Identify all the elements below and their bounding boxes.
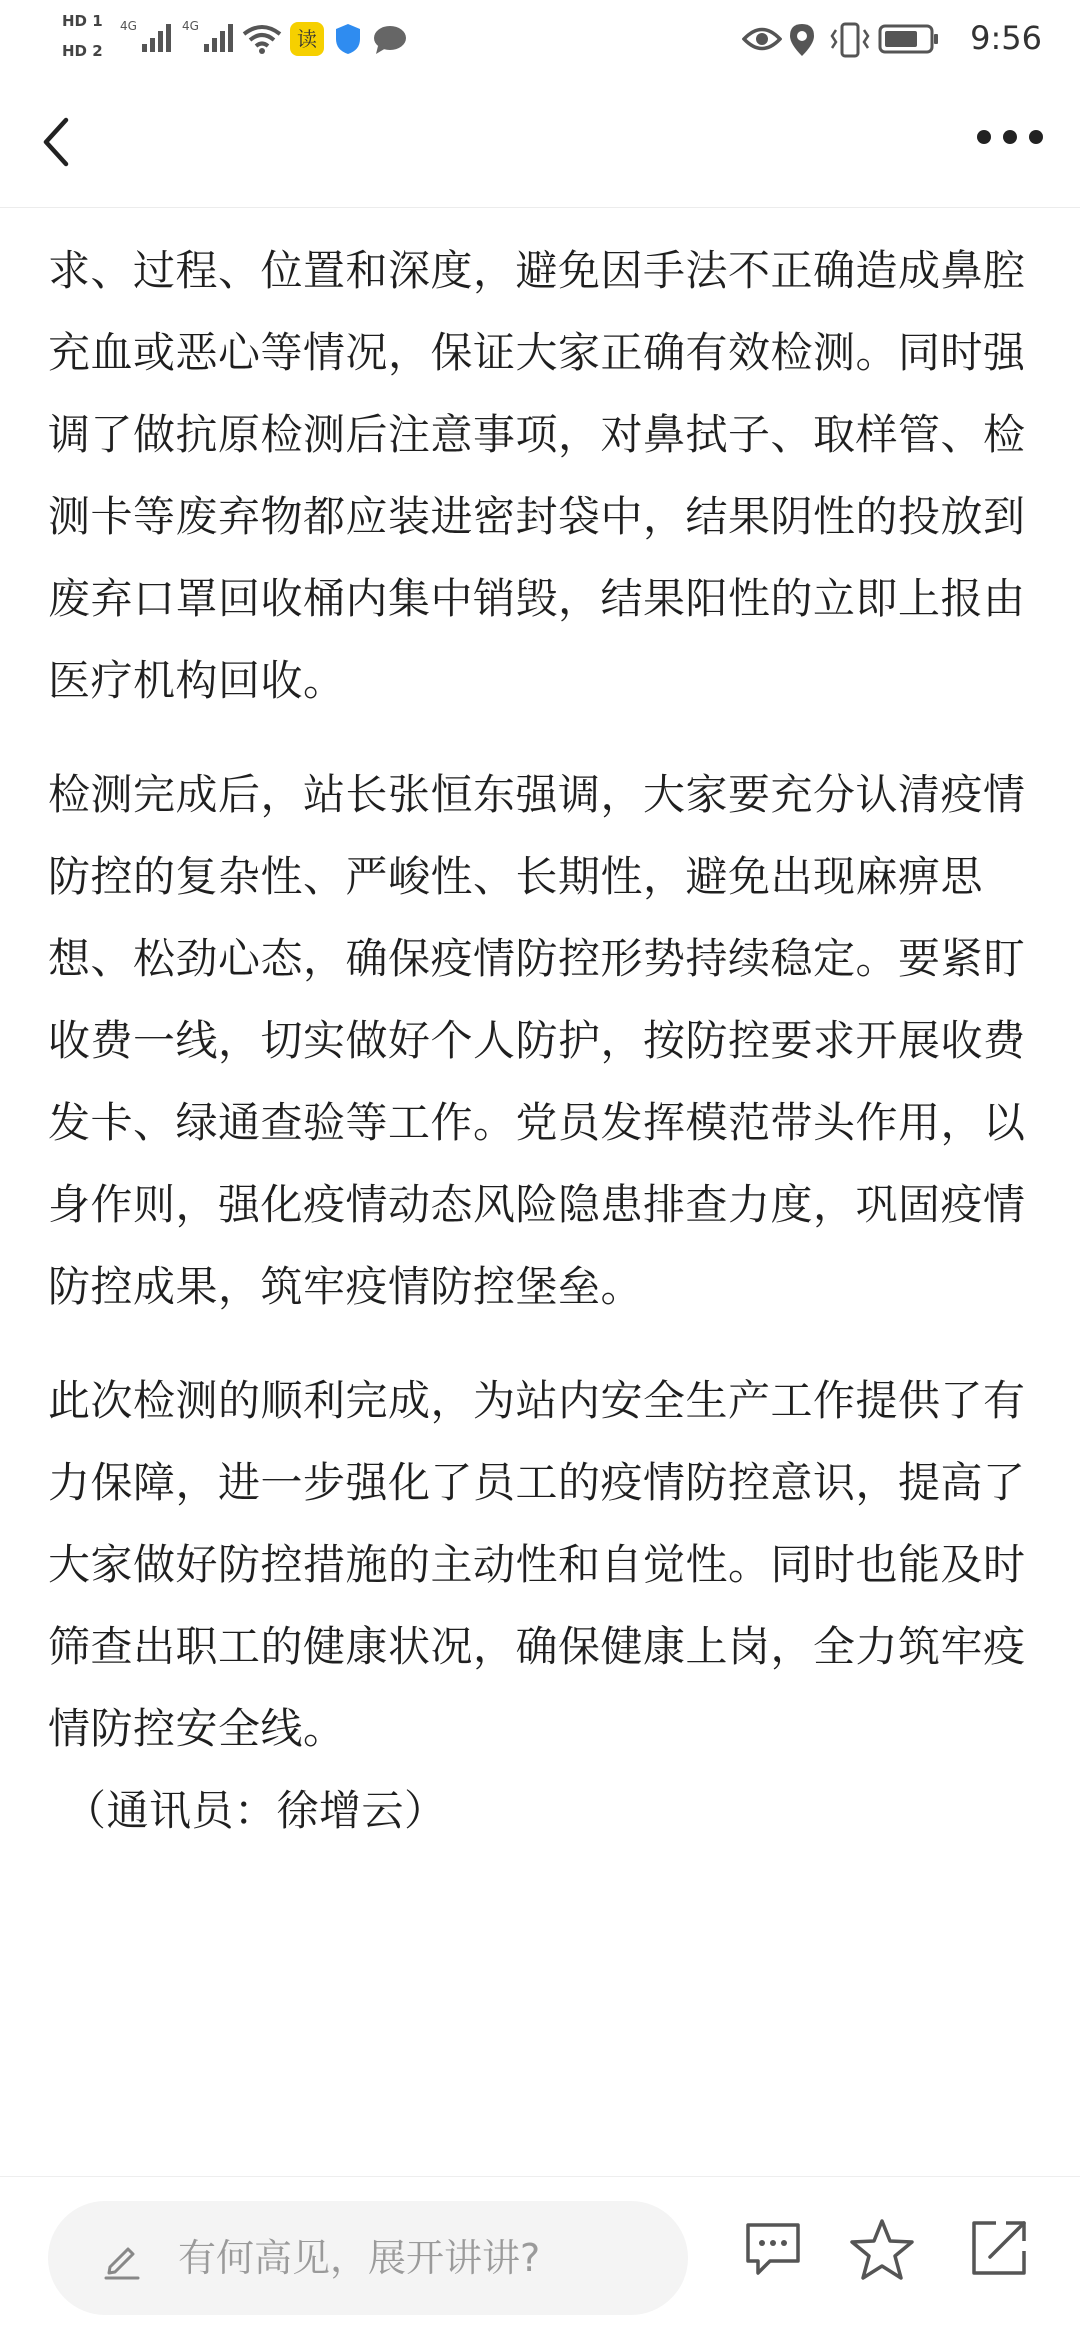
back-button[interactable] [28,102,88,182]
chevron-left-icon [28,102,88,182]
vibrate-icon [830,22,870,58]
bottom-action-bar [0,2176,1080,2340]
share-icon[interactable] [968,2217,1030,2279]
comment-input[interactable] [48,2201,688,2315]
article-paragraph-3 [48,1360,1038,1852]
comment-placeholder: 有何高见，展开讲讲? [178,2236,541,2280]
more-button[interactable] [970,112,1050,162]
article-paragraph-3-text: 此次检测的顺利完成，为站内安全生产工作提供了有力保障，进一步强化了员工的疫情防控意识，提高了大家做好防控措施的主动性和自觉性。同时也能及时筛查出职工的健康状况，确保健康上岗，全力筑牢疫情防控安全线。 [48,1376,1026,1753]
sim2-label: HD 2 [62,42,103,60]
shield-icon [334,22,362,56]
article-paragraph-2: 检测完成后，站长张恒东强调，大家要充分认清疫情防控的复杂性、严峻性、长期性，避免出现麻痹思想、松劲心态，确保疫情防控形势持续稳定。要紧盯收费一线，切实做好个人防护，按防控要求开展收费发卡、绿通查验等工作。党员发挥模范带头作用，以身作则，强化疫情动态风险隐患排查力度，巩固疫情防控成果，筑牢疫情防控堡垒。 [48,770,1026,1311]
status-bar [0,0,1080,72]
author-credit: （通讯员：徐增云） [64,1786,447,1835]
location-icon [788,22,816,58]
more-dots-icon [970,112,1050,162]
eye-icon [742,26,782,52]
network1-label: 4G [120,19,137,33]
network2-label: 4G [182,19,199,33]
pencil-icon [100,2237,144,2281]
wifi-icon [242,24,282,54]
nav-bar [0,72,1080,208]
signal-icon [120,18,178,54]
article-paragraph-1: 求、过程、位置和深度，避免因手法不正确造成鼻腔充血或恶心等情况，保证大家正确有效检测。同时强调了做抗原检测后注意事项，对鼻拭子、取样管、检测卡等废弃物都应装进密封袋中，结果阴性的投放到废弃口罩回收桶内集中销毁，结果阳性的立即上报由医疗机构回收。 [48,246,1026,705]
article-body [48,230,1038,1852]
read-app-icon: 读 [290,22,324,56]
comments-icon[interactable] [742,2217,804,2279]
clock: 9:56 [970,19,1042,57]
message-icon [372,24,408,56]
sim1-label: HD 1 [62,12,103,30]
star-icon[interactable] [848,2217,916,2283]
signal-icon [182,18,240,54]
battery-icon [878,24,940,54]
